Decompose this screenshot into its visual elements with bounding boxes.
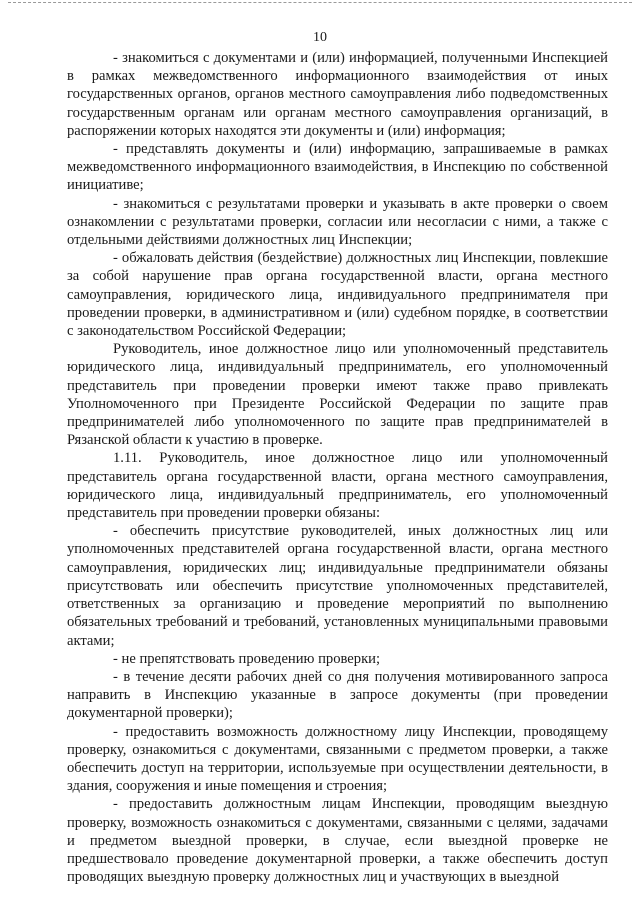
document-body	[67, 49, 608, 886]
scan-top-border	[8, 2, 632, 3]
page-number: 10	[313, 30, 327, 45]
paragraph: Руководитель, иное должностное лицо или уполномоченный представитель юридического лица, индивидуальный предприниматель, его уполномоченный представитель при проведении проверки имеют также право привлекать Уполномоченного при Президенте Российской Федерации по защите прав предпринимателей либо уполномоченного по защите прав предпринимателей в Рязанской области к участию в проверке.	[67, 341, 608, 449]
paragraph: 1.11. Руководитель, иное должностное лицо или уполномоченный представитель органа государственной власти, органа местного самоуправления, юридического лица, индивидуальный предприниматель, его уполномоченный представитель при проведении проверки обязаны:	[67, 450, 608, 522]
paragraph: - предоставить должностным лицам Инспекции, проводящим выездную проверку, возможность ознакомиться с документами, связанными с целями, задачами и предметом выездной проверки, в случае, если выездной проверке не предшествовало проведение документарной проверки, а также обеспечить доступ проводящих выездную проверку должностных лиц и участвующих в выездной	[67, 796, 608, 886]
paragraph: - знакомиться с документами и (или) информацией, полученными Инспекцией в рамках межведомственного информационного взаимодействия от иных государственных органов, органов местного самоуправления либо подведомственных государственным органам или органам местного самоуправления организаций, в распоряжении которых находятся эти документы и (или) информация;	[67, 50, 608, 139]
paragraph: - обеспечить присутствие руководителей, иных должностных лиц или уполномоченных представителей органа государственной власти, органа местного самоуправления, юридических лиц; индивидуальные предприниматели обязаны присутствовать или обеспечить присутствие уполномоченных представителей, ответственных за организацию и проведение мероприятий по выполнению обязательных требований и требований, установленных муниципальными правовыми актами;	[67, 523, 608, 649]
paragraph: - предоставить возможность должностному лицу Инспекции, проводящему проверку, ознакомиться с документами, связанными с предметом проверки, а также обеспечить доступ на территории, используемые при осуществлении деятельности, в здания, сооружения и иные помещения и строения;	[67, 723, 608, 795]
paragraph: - обжаловать действия (бездействие) должностных лиц Инспекции, повлекшие за собой нарушение прав органа государственной власти, органа местного самоуправления, юридического лица, индивидуального предпринимателя при проведении проверки, в административном и (или) судебном порядке, в соответствии с законодательством Российской Федерации;	[67, 250, 608, 340]
paragraph: - представлять документы и (или) информацию, запрашиваемые в рамках межведомственного информационного взаимодействия, в Инспекцию по собственной инициативе;	[67, 141, 608, 194]
paragraph: - знакомиться с результатами проверки и указывать в акте проверки о своем ознакомлении с результатами проверки, согласии или несогласии с ними, а также с отдельными действиями должностных лиц Инспекции;	[67, 195, 608, 249]
paragraph: - не препятствовать проведению проверки;	[113, 650, 381, 667]
paragraph: - в течение десяти рабочих дней со дня получения мотивированного запроса направить в Инспекцию указанные в запросе документы (при проведении документарной проверки);	[67, 668, 608, 722]
